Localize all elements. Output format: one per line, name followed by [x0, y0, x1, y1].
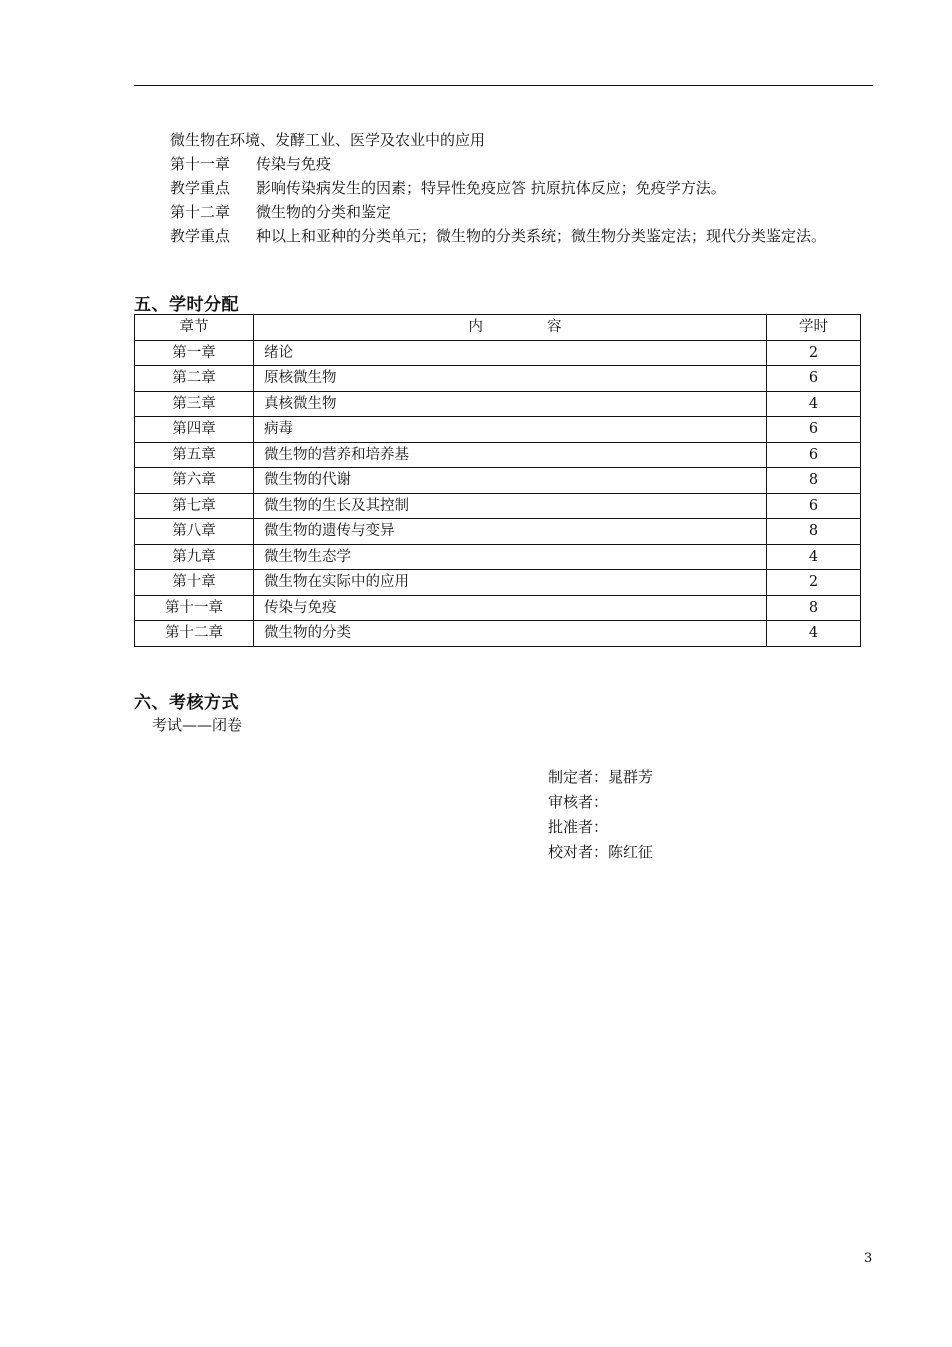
table-row: [135, 442, 861, 468]
intro-text: 传染与免疫: [256, 155, 332, 173]
header-content: [254, 315, 767, 341]
intro-text: 种以上和亚种的分类单元；微生物的分类系统；微生物分类鉴定法；现代分类鉴定法。: [256, 227, 827, 245]
row-hours: 8: [767, 468, 861, 494]
row-content: 微生物的遗传与变异: [254, 519, 767, 545]
row-hours: 4: [767, 391, 861, 417]
intro-line: [170, 128, 826, 152]
row-content: 真核微生物: [254, 391, 767, 417]
intro-line: [170, 152, 826, 176]
header-chapter: 章节: [135, 315, 254, 341]
row-chapter: 第二章: [135, 366, 254, 392]
row-chapter: 第五章: [135, 442, 254, 468]
row-content: 绪论: [254, 340, 767, 366]
row-hours: 2: [767, 570, 861, 596]
row-chapter: 第十一章: [135, 595, 254, 621]
intro-line: [170, 176, 826, 200]
table-header-row: [135, 315, 861, 341]
row-content: 微生物生态学: [254, 544, 767, 570]
section-title-exam: 六、考核方式: [134, 693, 239, 713]
exam-method: 考试——闭卷: [152, 716, 243, 734]
row-hours: 6: [767, 493, 861, 519]
intro-label: 第十一章: [170, 155, 231, 173]
table-row: [135, 468, 861, 494]
header-rule: [134, 85, 873, 86]
intro-label: 教学重点: [170, 179, 231, 197]
signature-block: [548, 765, 653, 865]
table-row: [135, 570, 861, 596]
row-chapter: 第十章: [135, 570, 254, 596]
signature-author: 制定者：晁群芳: [548, 768, 654, 786]
row-chapter: 第六章: [135, 468, 254, 494]
row-content: 微生物的代谢: [254, 468, 767, 494]
table-row: [135, 417, 861, 443]
row-content: 微生物在实际中的应用: [254, 570, 767, 596]
row-content: 病毒: [254, 417, 767, 443]
row-hours: 8: [767, 595, 861, 621]
row-hours: 6: [767, 417, 861, 443]
intro-block: [170, 128, 826, 248]
section-title-hours: 五、学时分配: [134, 295, 239, 315]
intro-text: 影响传染病发生的因素；特异性免疫应答 抗原抗体反应；免疫学方法。: [256, 179, 726, 197]
row-content: 微生物的分类: [254, 621, 767, 647]
table-row: [135, 595, 861, 621]
row-hours: 6: [767, 366, 861, 392]
row-chapter: 第三章: [135, 391, 254, 417]
row-chapter: 第四章: [135, 417, 254, 443]
table-body: [135, 340, 861, 646]
row-content: 原核微生物: [254, 366, 767, 392]
intro-label: 教学重点: [170, 227, 231, 245]
page-number: 3: [864, 1251, 873, 1266]
header-content-a: 内: [468, 319, 483, 336]
table-row: [135, 519, 861, 545]
row-chapter: 第八章: [135, 519, 254, 545]
row-chapter: 第十二章: [135, 621, 254, 647]
table-row: [135, 391, 861, 417]
table-row: [135, 366, 861, 392]
intro-label: 第十二章: [170, 203, 231, 221]
intro-text: 微生物的分类和鉴定: [256, 203, 392, 221]
row-hours: 4: [767, 544, 861, 570]
hours-table: [134, 314, 861, 647]
intro-line: [170, 224, 826, 248]
row-hours: 4: [767, 621, 861, 647]
row-chapter: 第九章: [135, 544, 254, 570]
signature-proofreader: 校对者：陈红征: [548, 843, 654, 861]
row-hours: 2: [767, 340, 861, 366]
signature-approver: 批准者：: [548, 818, 609, 836]
intro-line: [170, 200, 826, 224]
signature-reviewer: 审核者：: [548, 793, 609, 811]
row-content: 传染与免疫: [254, 595, 767, 621]
intro-label: 微生物在环境、发酵工业、医学及农业中的应用: [170, 131, 486, 149]
row-content: 微生物的营养和培养基: [254, 442, 767, 468]
table-row: [135, 340, 861, 366]
row-content: 微生物的生长及其控制: [254, 493, 767, 519]
table-row: [135, 493, 861, 519]
row-chapter: 第一章: [135, 340, 254, 366]
row-hours: 8: [767, 519, 861, 545]
header-content-b: 容: [547, 319, 562, 336]
table-row: [135, 621, 861, 647]
table-row: [135, 544, 861, 570]
row-hours: 6: [767, 442, 861, 468]
row-chapter: 第七章: [135, 493, 254, 519]
header-hours: 学时: [767, 315, 861, 341]
